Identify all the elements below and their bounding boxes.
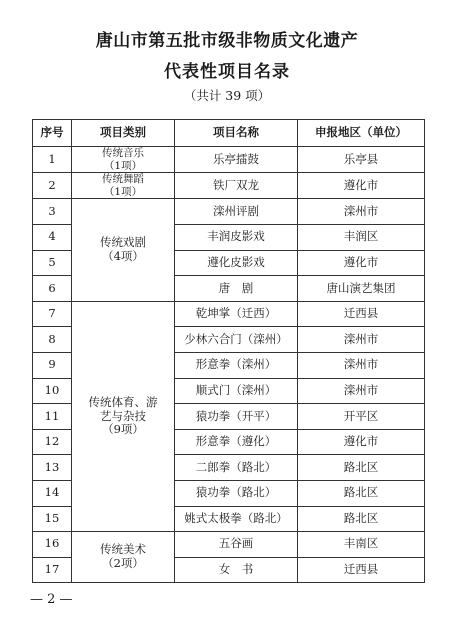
declaring-area: 路北区 — [298, 506, 425, 532]
row-number: 11 — [33, 404, 72, 430]
declaring-area: 丰南区 — [298, 532, 425, 558]
project-name: 顺式门（滦州） — [175, 378, 298, 404]
row-number: 9 — [33, 352, 72, 378]
project-name: 少林六合门（滦州） — [175, 327, 298, 353]
category-cell: 传统戏剧 （4项） — [72, 199, 175, 301]
header-no: 序号 — [33, 120, 72, 147]
table-row — [33, 301, 425, 327]
header-area: 申报地区（单位） — [298, 120, 425, 147]
row-number: 15 — [33, 506, 72, 532]
project-name: 铁厂双龙 — [175, 173, 298, 199]
header-project-name: 项目名称 — [175, 120, 298, 147]
row-number: 14 — [33, 480, 72, 506]
declaring-area: 迁西县 — [298, 301, 425, 327]
declaring-area: 乐亭县 — [298, 147, 425, 173]
row-number: 10 — [33, 378, 72, 404]
table-body — [33, 147, 425, 583]
row-number: 5 — [33, 250, 72, 276]
declaring-area: 路北区 — [298, 480, 425, 506]
row-number: 3 — [33, 199, 72, 225]
row-number: 6 — [33, 276, 72, 302]
table-row — [33, 173, 425, 199]
header-category: 项目类别 — [72, 120, 175, 147]
row-number: 12 — [33, 429, 72, 455]
project-name: 形意拳（遵化） — [175, 429, 298, 455]
category-cell: 传统舞蹈 （1项） — [72, 173, 175, 199]
project-name: 唐 剧 — [175, 276, 298, 302]
row-number: 7 — [33, 301, 72, 327]
category-cell: 传统美术 （2项） — [72, 532, 175, 583]
project-name: 形意拳（滦州） — [175, 352, 298, 378]
project-name: 二郎拳（路北） — [175, 455, 298, 481]
table-row — [33, 199, 425, 225]
table-row — [33, 532, 425, 558]
row-number: 13 — [33, 455, 72, 481]
declaring-area: 遵化市 — [298, 173, 425, 199]
row-number: 16 — [33, 532, 72, 558]
declaring-area: 遵化市 — [298, 250, 425, 276]
declaring-area: 唐山演艺集团 — [298, 276, 425, 302]
project-name: 五谷画 — [175, 532, 298, 558]
page-number: — 2 — — [30, 592, 73, 607]
category-cell: 传统体育、游 艺与杂技 （9项） — [72, 301, 175, 531]
document-title-line1: 唐山市第五批市级非物质文化遗产 — [95, 31, 359, 51]
row-number: 4 — [33, 224, 72, 250]
row-number: 2 — [33, 173, 72, 199]
project-name: 姚式太极拳（路北） — [175, 506, 298, 532]
project-name: 猿功拳（路北） — [175, 480, 298, 506]
declaring-area: 滦州市 — [298, 352, 425, 378]
declaring-area: 路北区 — [298, 455, 425, 481]
declaring-area: 开平区 — [298, 404, 425, 430]
declaring-area: 迁西县 — [298, 557, 425, 583]
project-name: 遵化皮影戏 — [175, 250, 298, 276]
declaring-area: 遵化市 — [298, 429, 425, 455]
declaring-area: 滦州市 — [298, 378, 425, 404]
category-cell: 传统音乐 （1项） — [72, 147, 175, 173]
row-number: 17 — [33, 557, 72, 583]
project-name: 丰润皮影戏 — [175, 224, 298, 250]
table-row — [33, 147, 425, 173]
table-header-row — [33, 120, 425, 147]
project-name: 猿功拳（开平） — [175, 404, 298, 430]
row-number: 1 — [33, 147, 72, 173]
project-name: 乾坤掌（迁西） — [175, 301, 298, 327]
project-name: 滦州评剧 — [175, 199, 298, 225]
project-name: 女 书 — [175, 557, 298, 583]
document-subtitle: （共计 39 项） — [183, 88, 271, 103]
document-title-line2: 代表性项目名录 — [164, 62, 290, 82]
heritage-list-table — [32, 119, 425, 583]
declaring-area: 滦州市 — [298, 199, 425, 225]
declaring-area: 滦州市 — [298, 327, 425, 353]
row-number: 8 — [33, 327, 72, 353]
project-name: 乐亭擂鼓 — [175, 147, 298, 173]
declaring-area: 丰润区 — [298, 224, 425, 250]
